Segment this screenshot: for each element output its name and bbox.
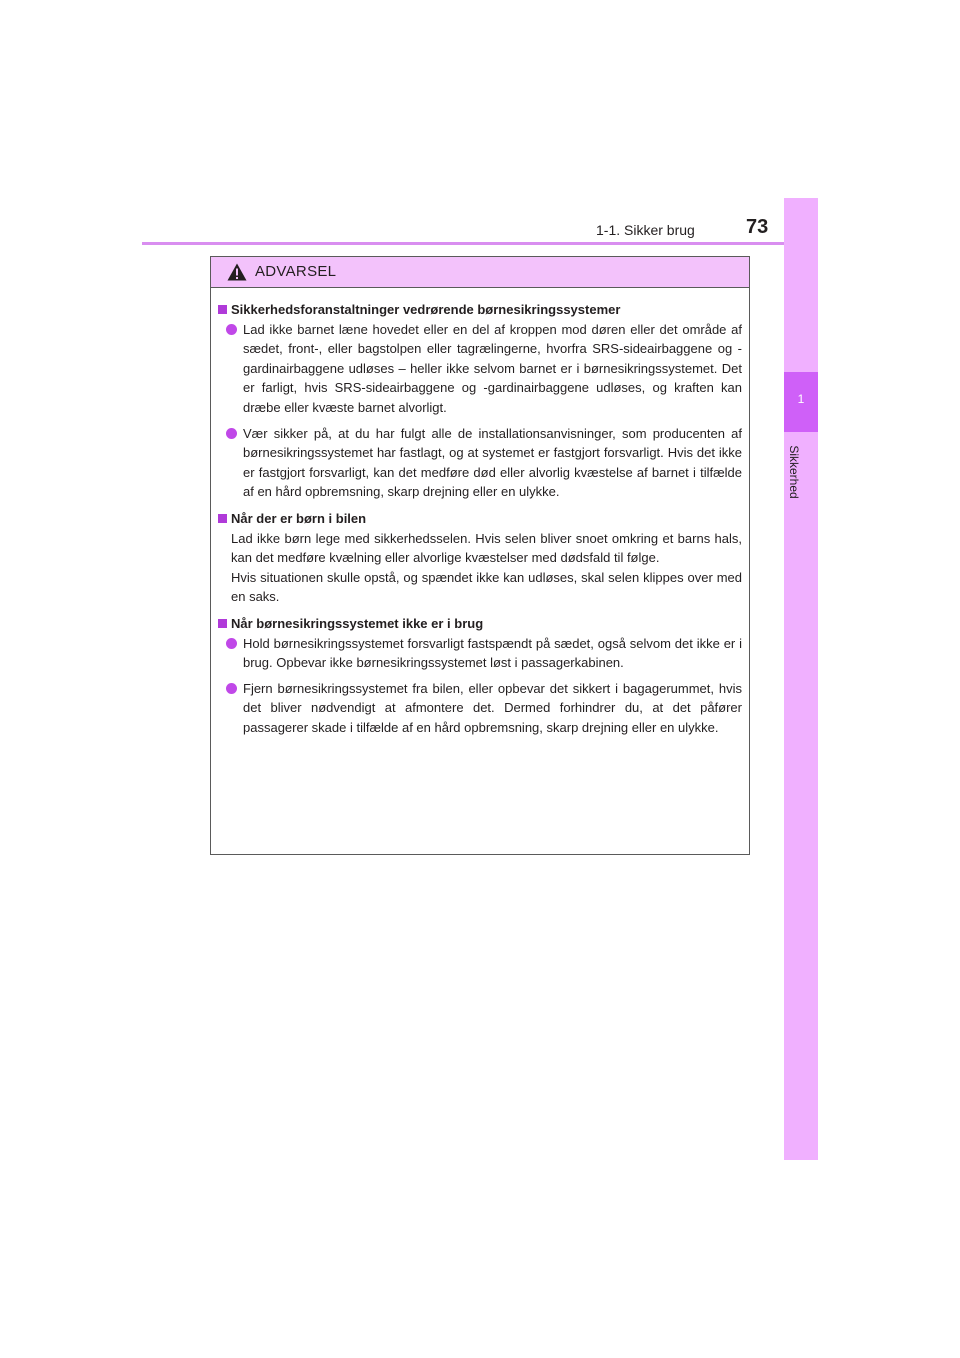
list-item — [226, 679, 742, 738]
list-item — [226, 424, 742, 502]
round-bullet-icon — [226, 638, 237, 649]
section-title: 1-1. Sikker brug — [596, 222, 695, 238]
paragraph: Hvis situationen skulle opstå, og spændet ikke kan udløses, skal selen klippes over med en saks. — [231, 569, 742, 605]
square-bullet-icon — [218, 305, 227, 314]
heading-text: Når børnesikringssystemet ikke er i brug — [231, 615, 484, 631]
header-rule — [142, 242, 818, 245]
chapter-number: 1 — [797, 392, 805, 406]
warning-header — [211, 257, 749, 288]
page-number: 73 — [746, 216, 769, 238]
chapter-side-tab — [784, 198, 818, 1160]
chapter-title: Sikkerhed — [787, 445, 801, 499]
bullet-text: Hold børnesikringssystemet forsvarligt fastspændt på sædet, også selvom det ikke er i brug. Opbevar ikke børnesikringssystemet løst i passagerkabinen. — [243, 635, 742, 671]
list-item — [226, 634, 742, 673]
round-bullet-icon — [226, 428, 237, 439]
section-heading — [218, 300, 742, 320]
warning-title: ADVARSEL — [255, 263, 337, 280]
heading-text: Sikkerhedsforanstaltninger vedrørende børnesikringssystemer — [231, 302, 621, 317]
heading-text: Når der er børn i bilen — [231, 510, 367, 526]
paragraph: Lad ikke børn lege med sikkerhedsselen. Hvis selen bliver snoet omkring et barns hals, kan det medføre kvælning eller alvorlige kvæstelser med dødsfald til følge. — [231, 530, 742, 566]
section-heading — [218, 614, 742, 634]
list-item — [226, 320, 742, 418]
warning-body — [211, 288, 749, 737]
warning-box — [210, 256, 750, 855]
section-heading — [218, 509, 742, 529]
round-bullet-icon — [226, 683, 237, 694]
square-bullet-icon — [218, 619, 227, 628]
bullet-text: Lad ikke barnet læne hovedet eller en del af kroppen mod døren eller det område af sædet, front-, eller bagstolpen eller tagrælingerne, hvorfra SRS-sideairbaggene og -gardinairbaggene udløses – heller ikke selvom barnet er i børnesikringssystemet. Det er farligt, hvis SRS-sideairbaggene og -gardinairbaggene udløses, og kraften kan dræbe eller kvæste barnet alvorligt. — [243, 321, 742, 415]
bullet-text: Vær sikker på, at du har fulgt alle de installationsanvisninger, som producenten af børnesikringssystemet har fastlagt, og at systemet er fastgjort forsvarligt. Hvis det ikke er fastgjort forsvarligt, kan det medføre død eller alvorlig kvæstelse af barnet i tilfælde af en hård opbremsning, skarp drejning eller en ulykke. — [243, 425, 742, 500]
round-bullet-icon — [226, 324, 237, 335]
bullet-text: Fjern børnesikringssystemet fra bilen, eller opbevar det sikkert i bagagerummet, hvis det bliver nødvendigt at afmontere det. Dermed forhindrer du, at det påfører passagerer skade i tilfælde af en hård opbremsning, skarp drejning eller en ulykke. — [243, 680, 742, 735]
square-bullet-icon — [218, 514, 227, 523]
warning-triangle-icon — [227, 263, 247, 281]
